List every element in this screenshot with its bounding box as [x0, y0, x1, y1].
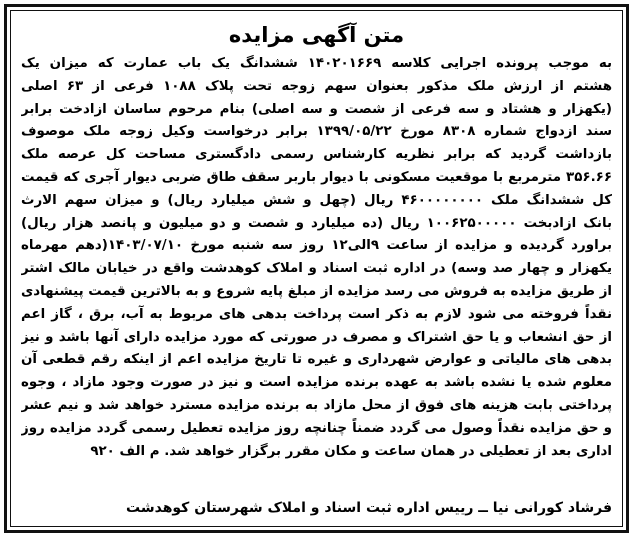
- notice-line: اداری بعد از تعطیلی در همان ساعت و مکان مقرر برگزار خواهد شد. م الف ۹۲۰: [90, 443, 612, 459]
- notice-line: بدهی های مالیاتی و عوارض شهرداری و غیره تا تاریخ مزایده اعم از اینکه رقم قطعی آن: [21, 352, 612, 368]
- notice-line: براورد گردیده و مزایده از ساعت ۹الی۱۲ روز سه شنبه مورخ ۱۴۰۳/۰۷/۱۰(دهم مهرماه: [21, 238, 612, 254]
- notice-line: بازداشت گردید که برابر نظریه کارشناس رسمی دادگستری مساحت کل عرصه ملک: [21, 147, 612, 163]
- outer-border: [4, 4, 629, 533]
- notice-body: [21, 53, 612, 494]
- notice-line: بانک ازادبخت ۱۰۰۶۲۵۰۰۰۰۰ ریال (ده میلیارد و شصت و دو میلیون و پانصد هزار ریال): [21, 215, 612, 231]
- notice-line: هشتم از ارزش ملک مذکور بعنوان سهم زوجه تحت پلاک ۱۰۸۸ فرعی از ۶۳ اصلی: [21, 78, 612, 94]
- auction-notice: [10, 10, 623, 527]
- notice-line: پرداختی بابت هزینه های فوق از محل مازاد به برنده مزایده مسترد خواهد شد و نیم عشر: [21, 397, 612, 413]
- notice-line: کل ششدانگ ملک ۴۶۰۰۰۰۰۰۰۰ ریال (چهل و شش میلیارد ریال) و میزان سهم الارث: [21, 192, 612, 208]
- notice-line: و حق مزایده نقداً وصول می گردد ضمناً چنانچه روز مزایده تعطیل رسمی گردد مزایده روز: [21, 420, 612, 436]
- notice-signature: فرشاد کورانی نیا ــ رییس اداره ثبت اسناد و املاک شهرستان کوهدشت: [126, 500, 612, 516]
- notice-line: نقداً فروخته می شود لازم به ذکر است پرداخت بدهی های مربوط به آب، برق ، گاز اعم: [21, 306, 612, 322]
- notice-line: سند ازدواج شماره ۸۳۰۸ مورخ ۱۳۹۹/۰۵/۲۲ برابر درخواست وکیل زوجه ملک موصوف: [21, 124, 612, 140]
- notice-title: متن آگهی مزایده: [228, 23, 405, 47]
- notice-line: (یکهزار و هشتاد و سه فرعی از شصت و سه اصلی) بنام مرحوم ساسان ازادخت برابر: [21, 101, 612, 117]
- notice-line: یکهزار و چهار صد وسه) در اداره ثبت اسناد و املاک کوهدشت واقع در خیابان مالک اشتر: [21, 261, 612, 277]
- notice-line: به موجب پرونده اجرایی کلاسه ۱۴۰۲۰۱۶۶۹ ششدانگ یک باب عمارت که میزان یک: [21, 56, 612, 71]
- notice-line: ۳۵۶.۶۶ مترمربع با موقعیت مسکونی با دیوار باربر سقف طاق ضربی دیوار آجری که قیمت: [21, 169, 612, 185]
- notice-line: از حق انشعاب و یا حق اشتراک و مصرف در صورتی که مورد مزایده دارای آنها باشد و نیز: [21, 329, 612, 345]
- notice-line: از طریق مزایده به فروش می رسد مزایده از مبلغ پایه شروع و به بالاترین قیمت پیشنهادی: [21, 283, 612, 299]
- notice-line: معلوم شده یا نشده باشد به عهده برنده مزایده است و نیز در صورت وجود مازاد ، وجوه: [21, 375, 612, 391]
